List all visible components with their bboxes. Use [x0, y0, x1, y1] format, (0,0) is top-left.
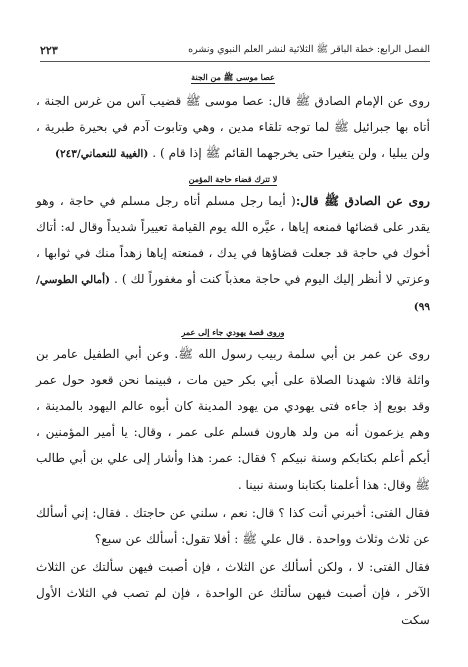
paragraph-lead: روى عن الصادق ﷺ قال: — [295, 193, 430, 208]
paragraph-text: روى عن عمر بن أبي سلمة ربيب رسول الله ﷺ. وعن أبي الطفيل عامر بن واثلة قالا: شهدنا الصلاة على أبي بكر حين مات ، فبينما نحن قعود حول عمر وقد بويع إذ جاءه فتى يهودي من يهود المدينة كان أبوه عالم اليهود بالمدينة ، وهم يزعمون أنه من ولد هارون فسلم على عمر ، وقال: يا أمير المؤمنين ، أيكم أعلم بكتابكم وسنة نبيكم ؟ فقال: عمر: هذا وأشار إلى علي بن أبي طالب ﷺ وقال: هذا أعلمنا بكتابنا وسنة نبينا . — [36, 346, 430, 492]
section-heading: وروى قصة يهودي جاء إلى عمر — [181, 326, 285, 337]
citation: (أمالي الطوسي/ ٩٩) — [36, 274, 430, 314]
page-body — [36, 66, 430, 633]
paragraph — [36, 188, 430, 321]
paragraph — [36, 341, 430, 498]
section-jewish-youth — [36, 327, 430, 633]
paragraph — [36, 554, 430, 633]
header-title: الفصل الرابع: خطة الباقر ﷺ الثلاثية لنشر العلم النبوي ونشره — [188, 44, 430, 55]
paragraph — [36, 88, 430, 168]
running-header — [40, 42, 430, 58]
header-divider — [40, 61, 430, 62]
section-heading: عصا موسى ﷺ من الجنة — [191, 72, 275, 82]
paragraph — [36, 500, 430, 552]
page-number: ٢٢٣ — [40, 43, 58, 57]
section-moses-staff — [36, 72, 430, 168]
paragraph-text: روى عن الإمام الصادق ﷺ قال: عصا موسى ﷺ قضيب آس من غرس الجنة ، أتاه بها جبرائيل ﷺ لما توجه تلقاء مدين ، وهي وتابوت آدم في بحيرة طبرية ، ولن يبليا ، ولن يتغيرا حتى يخرجهما القائم ﷺ إذا قام ) . — [36, 94, 430, 161]
citation: (الغيبة للنعماني/٢٤٣) — [54, 148, 149, 161]
paragraph-text: فقال الفتى: أخبرني أنت كذا ؟ قال: نعم ، سلني عن حاجتك . فقال: إني أسألك عن ثلاث وثلاث وواحدة . قال علي ﷺ : أفلا تقول: أسألك عن سبع؟ — [36, 505, 430, 547]
paragraph-text: ( أيما رجل مسلم أتاه رجل مسلم في حاجة ، وهو يقدر على قضائها فمنعه إياها ، عيَّره الله يوم القيامة تعييراً شديداً وقال له: أتاك أخوك في حاجة قد جعلت قضاؤها في يدك ، فمنعته إياها زهداً منك في ثوابها ، وعزتي لا أنظر إليك اليوم في حاجة معذباً كنت أو مغفوراً لك ) . — [36, 193, 430, 287]
section-believer-need — [36, 174, 430, 321]
paragraph-text: فقال الفتى: لا ، ولكن أسألك عن الثلاث ، فإن أصبت فيهن سألتك عن الثلاث الآخر ، فإن أصبت فيهن سألتك عن الواحدة ، فإن لم تصب في الثلاث الأول سكت — [36, 560, 430, 627]
section-heading: لا تترك قضاء حاجة المؤمن — [188, 173, 278, 184]
